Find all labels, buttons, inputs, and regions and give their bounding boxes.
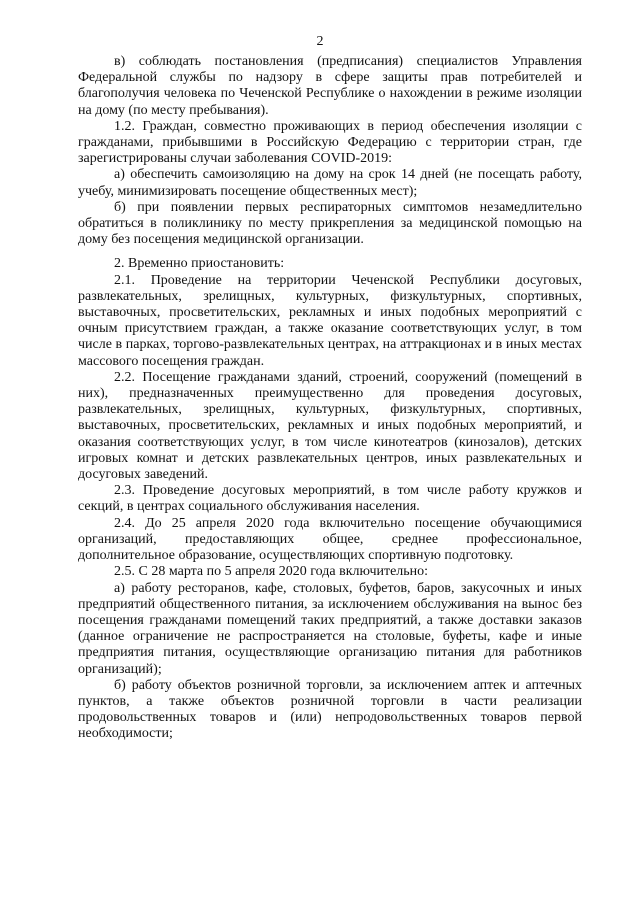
paragraph-2-5: 2.5. С 28 марта по 5 апреля 2020 года включительно: (114, 564, 429, 580)
paragraph-2-1: 2.1. Проведение на территории Чеченской Республики досуговых, развлекательных, зрелищных, культурных, физкультурных, спортивных, выставочных, просветительских, рекламных и иных подобных мероприятий с очным присутствием граждан, а также оказание соответствующих услуг, в том числе в парках, торгово-развлекательных центрах, на аттракционах и в иных местах массового посещения граждан. (78, 272, 582, 369)
document-body (78, 54, 582, 743)
paragraph-2-2: 2.2. Посещение гражданами зданий, строений, сооружений (помещений в них), предназначенных преимущественно для проведения досуговых, развлекательных, зрелищных, культурных, физкультурных, спортивных, выставочных, просветительских, рекламных и иных подобных мероприятий, и оказания соответствующих услуг, в том числе кинотеатров (кинозалов), детских игровых комнат и детских развлекательных центров, иных развлекательных и досуговых заведений. (78, 369, 582, 483)
paragraph-2-4: 2.4. До 25 апреля 2020 года включительно посещение обучающимися организаций, предоставляющих общее, среднее профессиональное, дополнительное образование, осуществляющих спортивную подготовку. (78, 515, 582, 564)
paragraph-2-3: 2.3. Проведение досуговых мероприятий, в том числе работу кружков и секций, в центрах социального обслуживания населения. (78, 483, 582, 515)
page-number: 2 (316, 34, 324, 49)
paragraph-2: 2. Временно приостановить: (114, 256, 285, 272)
paragraph-1-2-b: б) при появлении первых респираторных симптомов незамедлительно обратиться в поликлинику по месту прикрепления за медицинской помощью на дому без посещения медицинской организации. (78, 199, 582, 248)
paragraph-1-2-a: а) обеспечить самоизоляцию на дому на срок 14 дней (не посещать работу, учебу, минимизировать посещение общественных мест); (78, 167, 582, 199)
paragraph-1-2: 1.2. Граждан, совместно проживающих в период обеспечения изоляции с гражданами, прибывшими в Российскую Федерацию с территории стран, где зарегистрированы случаи заболевания COVID-2019: (78, 118, 582, 167)
paragraph-2-5-a: а) работу ресторанов, кафе, столовых, буфетов, баров, закусочных и иных предприятий общественного питания, за исключением обслуживания на вынос без посещения гражданами помещений таких предприятий, а также доставки заказов (данное ограничение не распространяется на столовые, буфеты, кафе и иные предприятия питания, осуществляющие организацию питания для работников организаций); (78, 580, 582, 677)
paragraph-2-5-b: б) работу объектов розничной торговли, за исключением аптек и аптечных пунктов, а также объектов розничной торговли в части реализации продовольственных товаров и (или) непродовольственных товаров первой необходимости; (78, 677, 582, 742)
paragraph-3v: в) соблюдать постановления (предписания) специалистов Управления Федеральной службы по надзору в сфере защиты прав потребителей и благополучия человека по Чеченской Республике о нахождении в режиме изоляции на дому (по месту пребывания). (78, 54, 582, 118)
